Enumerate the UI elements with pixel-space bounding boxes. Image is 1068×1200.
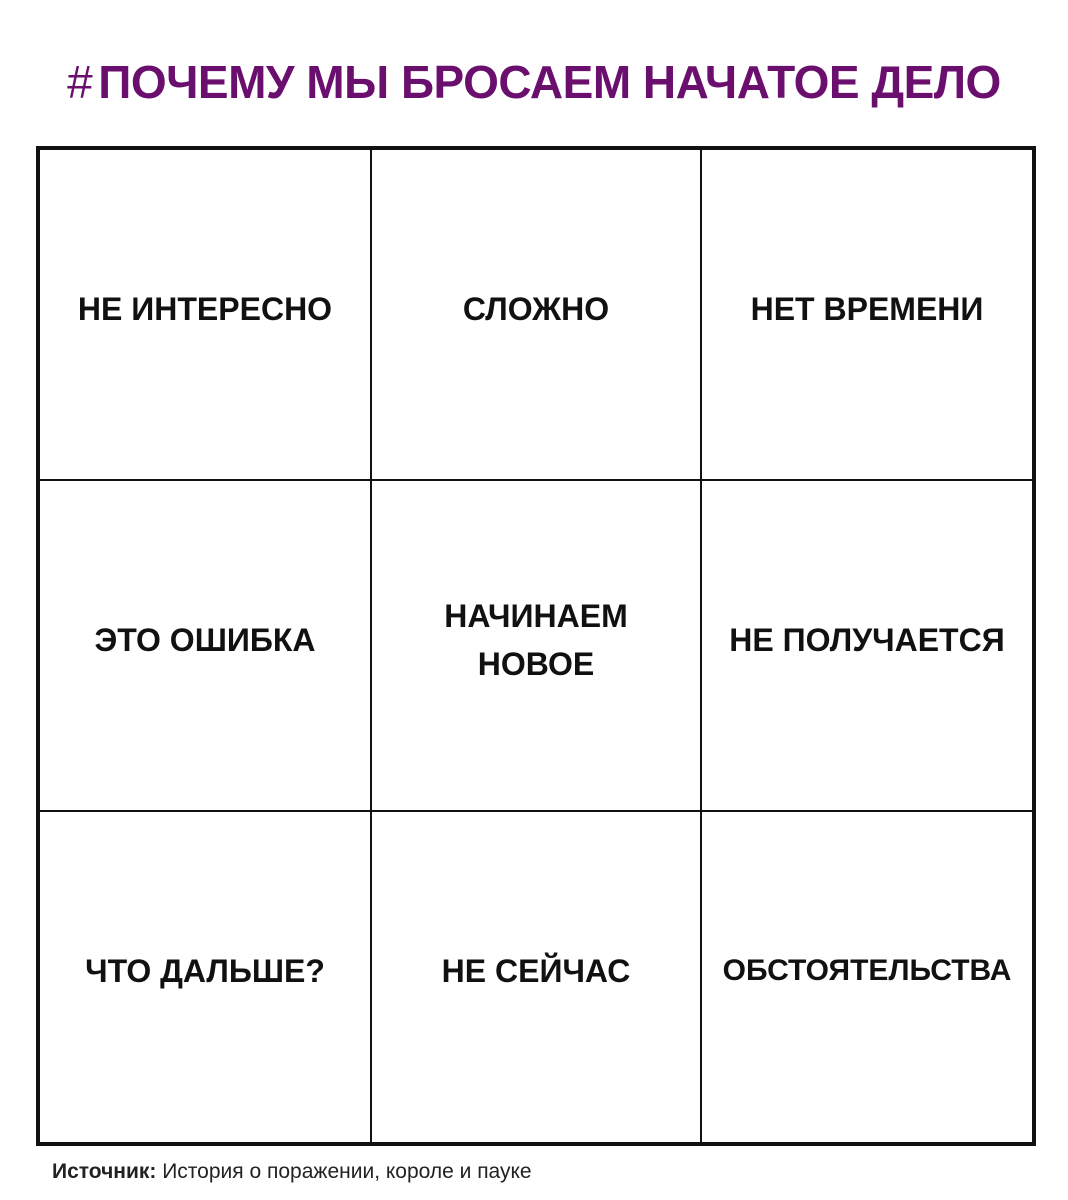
grid-cell: [372, 150, 702, 481]
hash-mark: #: [67, 56, 93, 108]
grid-cell: [702, 150, 1032, 481]
cell-label: НЕ СЕЙЧАС: [441, 953, 631, 989]
title-text: ПОЧЕМУ МЫ БРОСАЕМ НАЧАТОЕ ДЕЛО: [98, 56, 1001, 108]
grid-cell: [40, 481, 372, 812]
source-caption: [52, 1158, 532, 1186]
grid-cell: [372, 812, 702, 1142]
page-title: [0, 52, 1068, 112]
cell-label: ЧТО ДАЛЬШЕ?: [85, 953, 325, 989]
cell-label: НАЧИНАЕМ НОВОЕ: [444, 597, 628, 682]
cell-label: ОБСТОЯТЕЛЬСТВА: [722, 954, 1012, 987]
grid-cell: [372, 481, 702, 812]
grid-cell: [702, 481, 1032, 812]
cell-label: НЕТ ВРЕМЕНИ: [750, 290, 984, 327]
grid-cell: [40, 812, 372, 1142]
cell-label: СЛОЖНО: [462, 290, 610, 327]
source-label: Источник:: [52, 1160, 157, 1183]
grid-cell: [40, 150, 372, 481]
reasons-grid: [36, 146, 1036, 1146]
grid-cell: [702, 812, 1032, 1142]
cell-label: ЭТО ОШИБКА: [94, 621, 316, 658]
source-text: История о поражении, короле и пауке: [156, 1160, 532, 1183]
cell-label: НЕ ПОЛУЧАЕТСЯ: [729, 621, 1005, 658]
cell-label: НЕ ИНТЕРЕСНО: [77, 290, 333, 327]
